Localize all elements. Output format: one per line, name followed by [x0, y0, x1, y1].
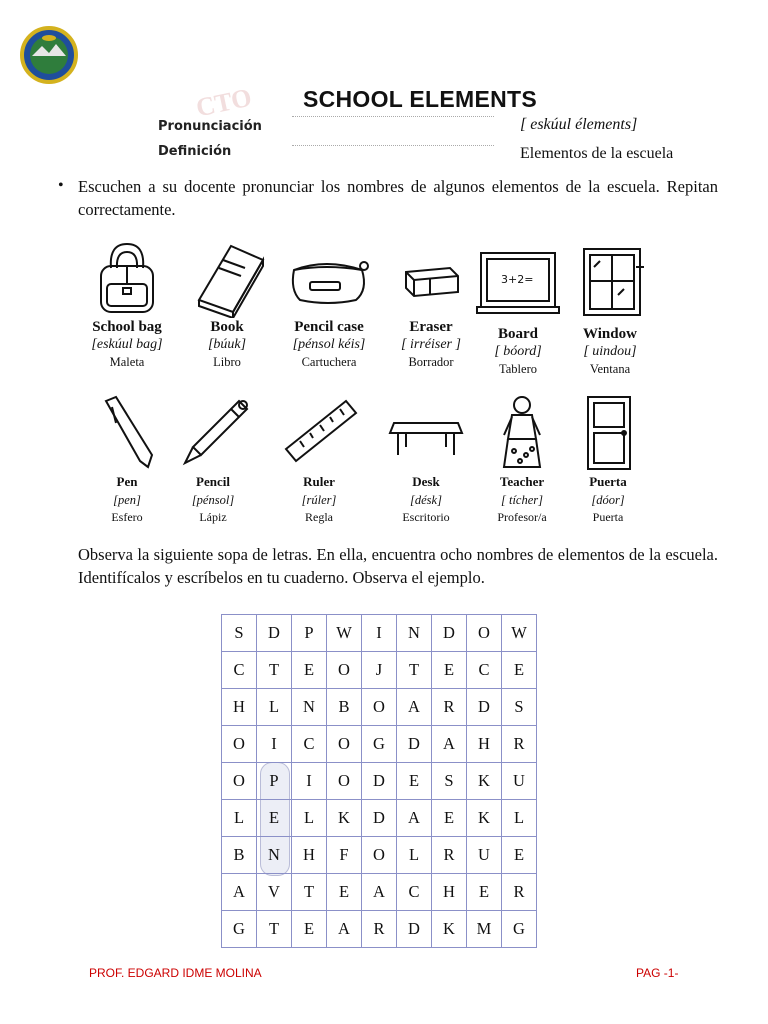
dotted-line [292, 116, 494, 117]
grid-cell: H [222, 689, 257, 726]
window-icon [570, 245, 650, 325]
grid-row [222, 874, 537, 911]
grid-row [222, 689, 537, 726]
vocab-spanish: Regla [305, 510, 333, 524]
grid-cell: O [327, 763, 362, 800]
word-search-grid [221, 614, 537, 948]
grid-cell: I [292, 763, 327, 800]
vocab-spanish: Tablero [499, 362, 537, 376]
board-icon [475, 245, 561, 325]
pencil-case-icon [286, 238, 372, 318]
grid-row [222, 837, 537, 874]
grid-cell: N [257, 837, 292, 874]
grid-cell: K [327, 800, 362, 837]
book-icon [187, 238, 267, 318]
vocab-item [72, 238, 182, 370]
grid-cell: O [362, 689, 397, 726]
desk-icon [386, 393, 466, 473]
grid-cell: P [257, 763, 292, 800]
bullet: • [58, 177, 64, 194]
vocab-english: Pencil case [294, 319, 364, 335]
grid-cell: D [467, 689, 502, 726]
vocab-pronunciation: [ tícher] [500, 493, 543, 507]
vocab-spanish: Ventana [589, 362, 631, 376]
grid-cell: C [397, 874, 432, 911]
grid-cell: C [222, 652, 257, 689]
watermark-stamp: CTO [193, 82, 255, 123]
grid-cell: L [397, 837, 432, 874]
grid-cell: K [467, 800, 502, 837]
grid-cell: D [257, 615, 292, 652]
grid-cell: O [362, 837, 397, 874]
grid-cell: K [432, 911, 467, 948]
grid-cell: E [467, 874, 502, 911]
grid-cell: O [222, 763, 257, 800]
grid-cell: H [467, 726, 502, 763]
vocab-english: Window [583, 326, 637, 342]
grid-cell: H [292, 837, 327, 874]
grid-cell: L [222, 800, 257, 837]
vocab-pronunciation: [ irréiser ] [401, 337, 461, 352]
pen-icon [92, 393, 162, 473]
grid-cell: S [222, 615, 257, 652]
grid-cell: N [292, 689, 327, 726]
grid-cell: C [467, 652, 502, 689]
grid-cell: E [432, 652, 467, 689]
instruction-wordsearch: Observa la siguiente sopa de letras. En ella, encuentra ocho nombres de elementos de la escuela. Identifícalos y escríbelos en tu cuaderno. Observa el ejemplo. [78, 545, 718, 587]
grid-cell: I [257, 726, 292, 763]
grid-cell: B [327, 689, 362, 726]
grid-cell: E [502, 837, 537, 874]
vocab-item [264, 393, 374, 525]
vocab-spanish: Borrador [408, 355, 454, 369]
pencil-icon [173, 393, 253, 473]
grid-cell: A [362, 874, 397, 911]
vocab-spanish: Escritorio [402, 510, 450, 524]
grid-cell: T [292, 874, 327, 911]
grid-cell: G [362, 726, 397, 763]
grid-cell: L [292, 800, 327, 837]
grid-row [222, 800, 537, 837]
grid-cell: E [432, 800, 467, 837]
dotted-line [292, 145, 494, 146]
grid-cell: D [432, 615, 467, 652]
vocab-pronunciation: [búuk] [207, 337, 247, 352]
instruction-listen: Escuchen a su docente pronunciar los nombres de algunos elementos de la escuela. Repitan correctamente. [78, 177, 718, 219]
grid-cell: A [397, 689, 432, 726]
school-bag-icon [91, 238, 163, 318]
grid-cell: E [257, 800, 292, 837]
vocab-english: Puerta [589, 474, 627, 489]
vocab-pronunciation: [désk] [410, 493, 442, 507]
pronunciation-value: [ eskúul élements] [520, 116, 638, 133]
vocab-item [172, 238, 282, 370]
grid-cell: S [502, 689, 537, 726]
grid-cell: D [362, 763, 397, 800]
grid-cell: T [397, 652, 432, 689]
author-footer: PROF. EDGARD IDME MOLINA [89, 966, 262, 980]
vocab-pronunciation: [pen] [113, 493, 141, 507]
vocab-item [555, 245, 665, 377]
grid-cell: E [327, 874, 362, 911]
grid-row [222, 763, 537, 800]
grid-cell: A [397, 800, 432, 837]
vocab-pronunciation: [pénsol] [191, 493, 235, 507]
grid-cell: E [292, 652, 327, 689]
vocab-pronunciation: [dóor] [591, 493, 625, 507]
grid-row [222, 911, 537, 948]
eraser-icon [396, 238, 466, 318]
grid-cell: E [292, 911, 327, 948]
grid-cell: U [502, 763, 537, 800]
grid-cell: R [502, 726, 537, 763]
pronunciation-row [158, 118, 262, 135]
grid-cell: O [327, 726, 362, 763]
vocab-english: Teacher [499, 474, 545, 489]
grid-row [222, 615, 537, 652]
grid-cell: A [222, 874, 257, 911]
grid-cell: J [362, 652, 397, 689]
vocab-english: Desk [412, 474, 440, 489]
grid-cell: I [362, 615, 397, 652]
grid-cell: M [467, 911, 502, 948]
grid-cell: L [502, 800, 537, 837]
grid-cell: O [327, 652, 362, 689]
grid-cell: B [222, 837, 257, 874]
school-logo [20, 26, 78, 84]
page-title: SCHOOL ELEMENTS [302, 86, 538, 112]
grid-cell: O [222, 726, 257, 763]
board-text: 3+2= [501, 273, 534, 286]
grid-cell: W [327, 615, 362, 652]
vocab-item [158, 393, 268, 525]
definition-row [158, 143, 231, 160]
grid-cell: R [502, 874, 537, 911]
vocab-item [274, 238, 384, 370]
grid-cell: A [327, 911, 362, 948]
grid-cell: W [502, 615, 537, 652]
grid-cell: E [502, 652, 537, 689]
vocab-english: Ruler [303, 474, 335, 489]
ruler-icon [276, 393, 362, 473]
vocab-pronunciation: [pénsol kéis] [292, 337, 366, 352]
grid-cell: D [397, 911, 432, 948]
grid-cell: C [292, 726, 327, 763]
vocab-english: Eraser [409, 319, 453, 335]
grid-cell: V [257, 874, 292, 911]
vocab-spanish: Puerta [592, 510, 624, 524]
vocab-english: School bag [92, 319, 162, 335]
vocab-spanish: Cartuchera [301, 355, 357, 369]
grid-cell: G [502, 911, 537, 948]
grid-cell: E [397, 763, 432, 800]
grid-cell: D [397, 726, 432, 763]
vocab-english: Book [210, 319, 244, 335]
grid-cell: R [362, 911, 397, 948]
definition-value: Elementos de la escuela [520, 145, 674, 162]
vocab-english: Pencil [196, 474, 230, 489]
pronunciation-label: Pronunciación [158, 119, 262, 134]
grid-cell: D [362, 800, 397, 837]
door-icon [568, 393, 648, 473]
vocab-pronunciation: [ bóord] [494, 344, 542, 359]
vocab-item [371, 393, 481, 525]
vocab-spanish: Lápiz [199, 510, 227, 524]
vocab-item [553, 393, 663, 525]
grid-cell: A [432, 726, 467, 763]
vocab-english: Board [497, 326, 538, 342]
vocab-pronunciation: [ uindou] [583, 344, 637, 359]
teacher-icon [482, 393, 562, 473]
vocab-spanish: Esfero [111, 510, 143, 524]
definition-label: Definición [158, 144, 232, 159]
grid-cell: N [397, 615, 432, 652]
grid-cell: R [432, 689, 467, 726]
grid-row [222, 652, 537, 689]
grid-cell: T [257, 652, 292, 689]
page-number: PAG -1- [636, 966, 679, 980]
vocab-spanish: Maleta [109, 355, 145, 369]
grid-cell: T [257, 911, 292, 948]
grid-cell: F [327, 837, 362, 874]
grid-row [222, 726, 537, 763]
grid-cell: G [222, 911, 257, 948]
grid-cell: R [432, 837, 467, 874]
vocab-spanish: Libro [213, 355, 241, 369]
grid-cell: K [467, 763, 502, 800]
vocab-spanish: Profesor/a [497, 510, 547, 524]
vocab-pronunciation: [rúler] [301, 493, 337, 507]
grid-cell: H [432, 874, 467, 911]
vocab-english: Pen [116, 474, 138, 489]
grid-cell: P [292, 615, 327, 652]
vocab-pronunciation: [eskúul bag] [91, 337, 163, 352]
grid-cell: L [257, 689, 292, 726]
grid-cell: O [467, 615, 502, 652]
grid-cell: U [467, 837, 502, 874]
grid-cell: S [432, 763, 467, 800]
